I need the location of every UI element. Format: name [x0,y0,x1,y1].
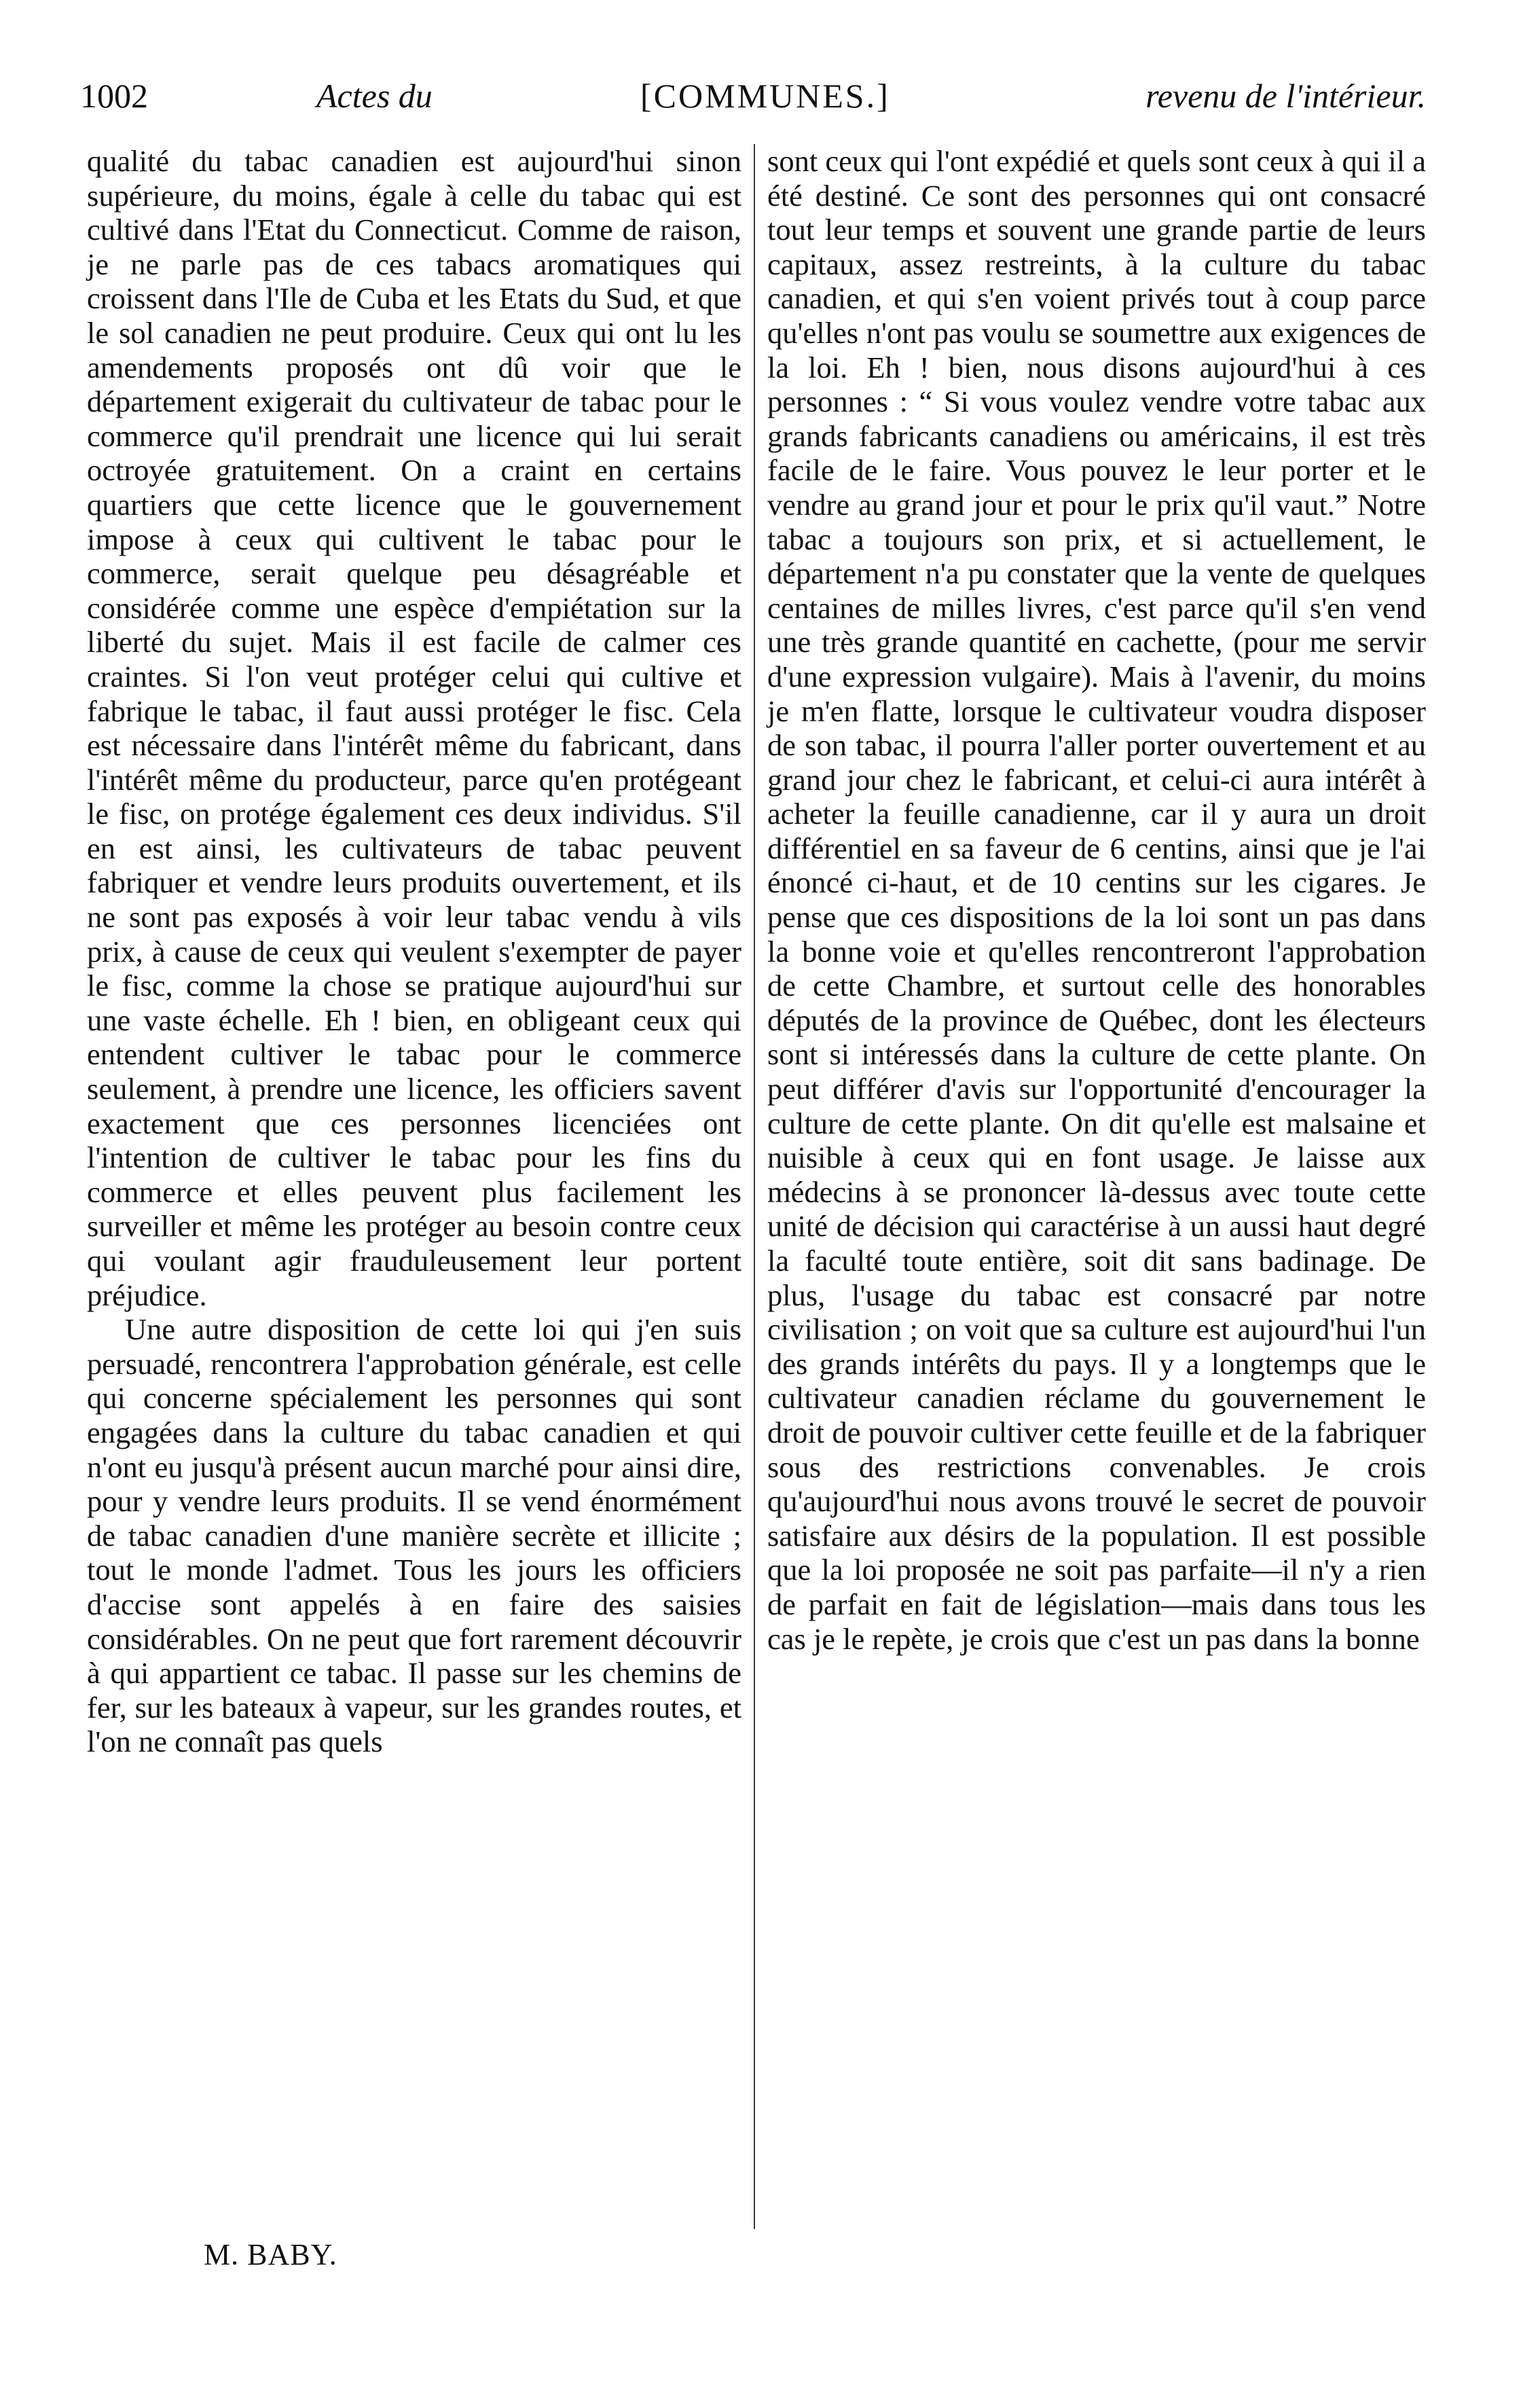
left-paragraph-2: Une autre disposition de cette loi qui j'en suis persuadé, rencontrera l'approbation générale, est celle qui concerne spécialement les personnes qui sont engagées dans la culture du tabac canadien et qui n'ont eu jusqu'à présent aucun marché pour ainsi dire, pour y vendre leurs produits. Il se vend énormément de tabac canadien d'une manière secrète et illicite ; tout le monde l'admet. Tous les jours les officiers d'accise sont appelés à en faire des saisies considérables. On ne peut que fort rarement découvrir à qui appartient ce tabac. Il passe sur les chemins de fer, sur les bateaux à vapeur, sur les grandes routes, et l'on ne connaît pas quels [87,1312,741,1759]
header-left-title: Actes du [316,77,433,115]
left-column [87,144,741,1759]
left-paragraph-1: qualité du tabac canadien est aujourd'hui sinon supérieure, du moins, égale à celle du tabac qui est cultivé dans l'Etat du Connecticut. Comme de raison, je ne parle pas de ces tabacs aromatiques qui croissent dans l'Ile de Cuba et les Etats du Sud, et que le sol canadien ne peut produire. Ceux qui ont lu les amendements proposés ont dû voir que le département exigerait du cultivateur de tabac pour le commerce qu'il prendrait une licence qui lui serait octroyée gratuitement. On a craint en certains quartiers que cette licence que le gouvernement impose à ceux qui cultivent le tabac pour le commerce, serait quelque peu désagréable et considérée comme une espèce d'empiétation sur la liberté du sujet. Mais il est facile de calmer ces craintes. Si l'on veut protéger celui qui cultive et fabrique le tabac, il faut aussi protéger le fisc. Cela est nécessaire dans l'intérêt même du fabricant, dans l'intérêt même du producteur, parce qu'en protégeant le fisc, on protége également ces deux individus. S'il en est ainsi, les cultivateurs de tabac peuvent fabriquer et vendre leurs produits ouvertement, et ils ne sont pas exposés à voir leur tabac vendu à vils prix, à cause de ceux qui veulent s'exempter de payer le fisc, comme la chose se pratique aujourd'hui sur une vaste échelle. Eh ! bien, en obligeant ceux qui entendent cultiver le tabac pour le commerce seulement, à prendre une licence, les officiers savent exactement que ces personnes licenciées ont l'intention de cultiver le tabac pour les fins du commerce et elles peuvent plus facilement les surveiller et même les protéger au besoin contre ceux qui voulant agir frauduleusement leur portent préjudice. [87,144,741,1312]
header-center-title: [COMMUNES.] [640,77,890,115]
running-header [80,65,1426,126]
right-paragraph-1: sont ceux qui l'ont expédié et quels sont ceux à qui il a été destiné. Ce sont des personnes qui ont consacré tout leur temps et souvent une grande partie de leurs capitaux, assez restreints, à la culture du tabac canadien, et qui s'en voient privés tout à coup parce qu'elles n'ont pas voulu se soumettre aux exigences de la loi. Eh ! bien, nous disons aujourd'hui à ces personnes : “ Si vous voulez vendre votre tabac aux grands fabricants canadiens ou américains, il est très facile de le faire. Vous pouvez le leur porter et le vendre au grand jour et pour le prix qu'il vaut.” Notre tabac a toujours son prix, et si actuellement, le département n'a pu constater que la vente de quelques centaines de milles livres, c'est parce qu'il s'en vend une très grande quantité en cachette, (pour me servir d'une expression vulgaire). Mais à l'avenir, du moins je m'en flatte, lorsque le cultivateur voudra disposer de son tabac, il pourra l'aller porter ouvertement et au grand jour chez le fabricant, et celui-ci aura intérêt à acheter la feuille canadienne, car il y aura un droit différentiel en sa faveur de 6 centins, ainsi que je l'ai énoncé ci-haut, et de 10 centins sur les cigares. Je pense que ces dispositions de la loi sont un pas dans la bonne voie et qu'elles rencontreront l'approbation de cette Chambre, et surtout celle des honorables députés de la province de Québec, dont les électeurs sont si intéressés dans la culture de cette plante. On peut différer d'avis sur l'opportunité d'encourager la culture de cette plante. On dit qu'elle est malsaine et nuisible à ceux qui en font usage. Je laisse aux médecins à se prononcer là-dessus avec toute cette unité de décision qui caractérise à un aussi haut degré la faculté toute entière, soit dit sans badinage. De plus, l'usage du tabac est consacré par notre civilisation ; on voit que sa culture est aujourd'hui l'un des grands intérêts du pays. Il y a longtemps que le cultivateur canadien réclame du gouvernement le droit de pouvoir cultiver cette feuille et de la fabriquer sous des restrictions convenables. Je crois qu'aujourd'hui nous avons trouvé le secret de pouvoir satisfaire aux désirs de la population. Il est possible que la loi proposée ne soit pas parfaite—il n'y a rien de parfait en fait de législation—mais dans tous les cas je le repète, je crois que c'est un pas dans la bonne [767,144,1426,1656]
header-right-title: revenu de l'intérieur. [1145,77,1426,115]
speaker-name: M. BABY. [204,2238,337,2271]
right-column [767,144,1426,1656]
page-number: 1002 [80,77,148,115]
column-divider [754,144,755,2229]
